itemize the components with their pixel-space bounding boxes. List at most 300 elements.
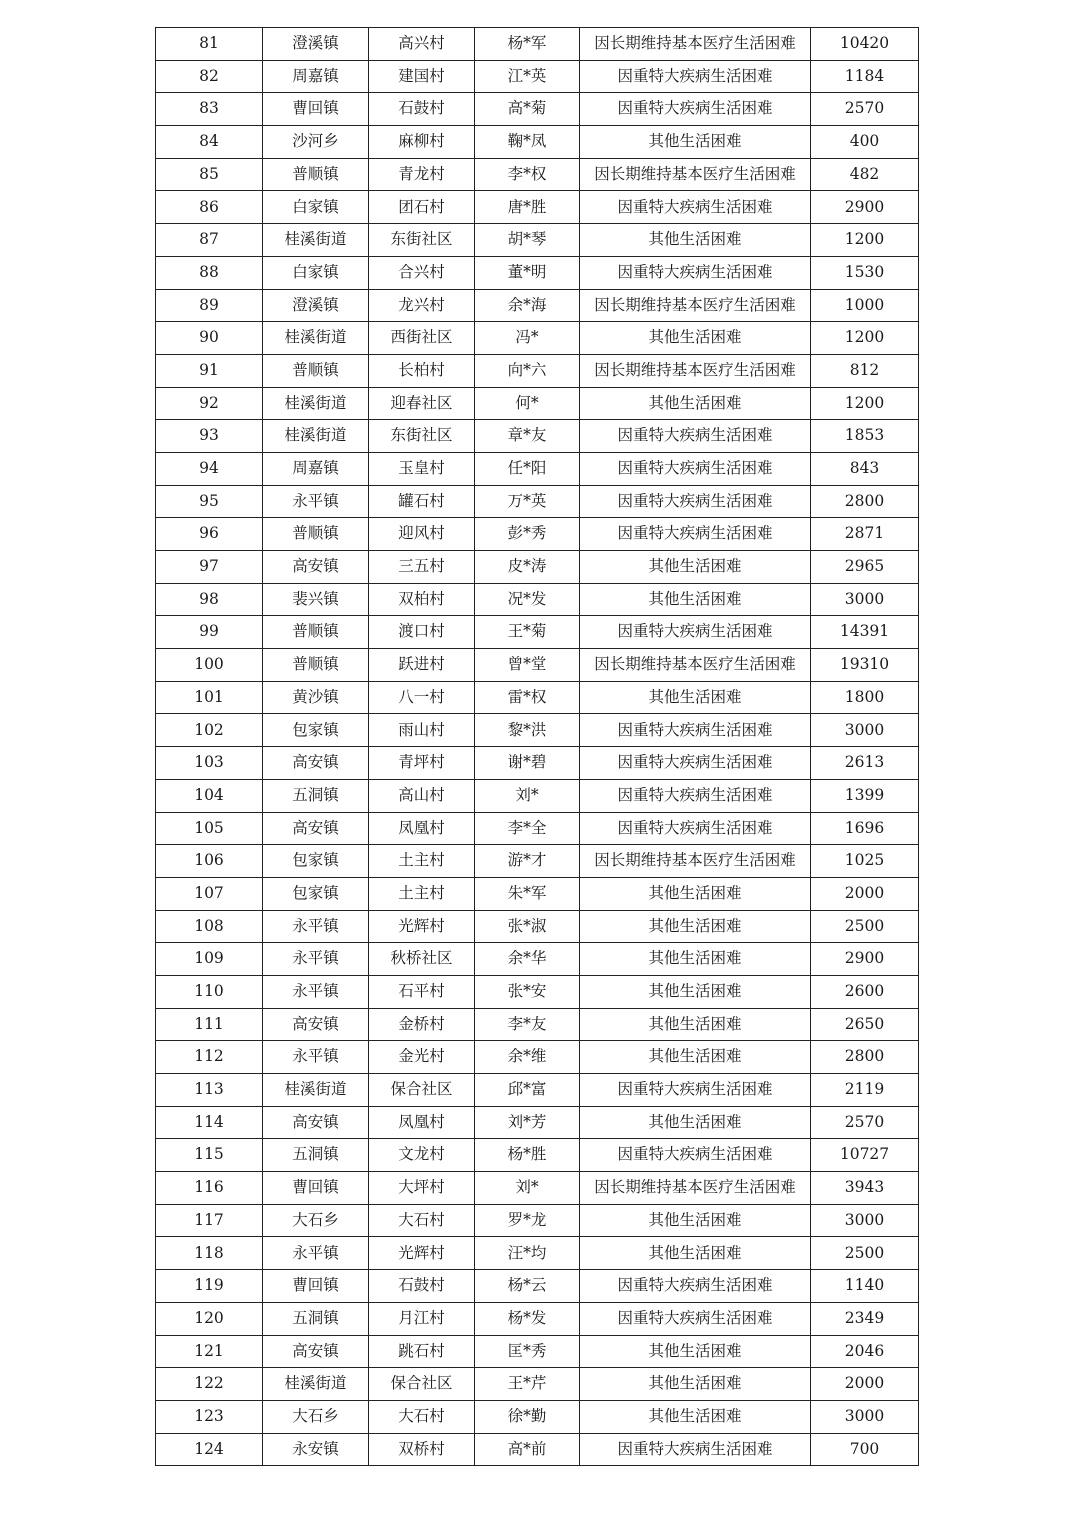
cell-hardship-reason: 其他生活困难 [580,975,811,1008]
cell-town: 高安镇 [263,747,369,780]
cell-person-name: 高*菊 [475,93,580,126]
cell-village: 秋桥社区 [369,943,475,976]
cell-person-name: 李*友 [475,1008,580,1041]
table-row [156,975,919,1008]
cell-amount: 3000 [811,1204,919,1237]
cell-person-name: 江*英 [475,60,580,93]
table-row [156,1041,919,1074]
cell-serial-number: 120 [156,1302,263,1335]
cell-amount: 3000 [811,1400,919,1433]
cell-serial-number: 99 [156,616,263,649]
cell-person-name: 冯* [475,322,580,355]
cell-village: 麻柳村 [369,126,475,159]
cell-village: 青坪村 [369,747,475,780]
cell-amount: 2000 [811,877,919,910]
cell-village: 玉皇村 [369,452,475,485]
cell-serial-number: 86 [156,191,263,224]
cell-serial-number: 103 [156,747,263,780]
cell-hardship-reason: 其他生活困难 [580,1106,811,1139]
cell-hardship-reason: 因重特大疾病生活困难 [580,191,811,224]
table-row [156,28,919,61]
cell-person-name: 匡*秀 [475,1335,580,1368]
cell-town: 包家镇 [263,845,369,878]
table-row [156,583,919,616]
cell-village: 石鼓村 [369,1270,475,1303]
table-row [156,420,919,453]
cell-amount: 1184 [811,60,919,93]
cell-village: 青龙村 [369,158,475,191]
cell-serial-number: 108 [156,910,263,943]
cell-person-name: 刘* [475,779,580,812]
cell-amount: 1200 [811,322,919,355]
cell-hardship-reason: 因重特大疾病生活困难 [580,420,811,453]
cell-amount: 2613 [811,747,919,780]
cell-village: 罐石村 [369,485,475,518]
cell-hardship-reason: 其他生活困难 [580,681,811,714]
cell-serial-number: 93 [156,420,263,453]
cell-village: 东街社区 [369,420,475,453]
cell-town: 永平镇 [263,1041,369,1074]
cell-person-name: 汪*均 [475,1237,580,1270]
cell-village: 土主村 [369,845,475,878]
cell-serial-number: 98 [156,583,263,616]
cell-village: 双桥村 [369,1433,475,1466]
cell-serial-number: 92 [156,387,263,420]
cell-village: 渡口村 [369,616,475,649]
cell-hardship-reason: 其他生活困难 [580,1335,811,1368]
cell-amount: 3943 [811,1172,919,1205]
cell-hardship-reason: 其他生活困难 [580,1400,811,1433]
cell-town: 永平镇 [263,975,369,1008]
cell-village: 凤凰村 [369,812,475,845]
cell-village: 西街社区 [369,322,475,355]
cell-person-name: 罗*龙 [475,1204,580,1237]
cell-person-name: 向*六 [475,354,580,387]
cell-hardship-reason: 因重特大疾病生活困难 [580,485,811,518]
cell-serial-number: 89 [156,289,263,322]
cell-town: 大石乡 [263,1400,369,1433]
cell-hardship-reason: 其他生活困难 [580,910,811,943]
cell-amount: 2900 [811,943,919,976]
cell-serial-number: 97 [156,551,263,584]
cell-serial-number: 115 [156,1139,263,1172]
table-row [156,60,919,93]
cell-hardship-reason: 因重特大疾病生活困难 [580,779,811,812]
cell-person-name: 谢*碧 [475,747,580,780]
cell-serial-number: 88 [156,256,263,289]
cell-serial-number: 83 [156,93,263,126]
cell-hardship-reason: 其他生活困难 [580,1204,811,1237]
cell-hardship-reason: 因重特大疾病生活困难 [580,1074,811,1107]
cell-serial-number: 84 [156,126,263,159]
table-row [156,877,919,910]
cell-town: 五洞镇 [263,779,369,812]
cell-person-name: 胡*琴 [475,224,580,257]
cell-town: 普顺镇 [263,616,369,649]
cell-person-name: 鞠*凤 [475,126,580,159]
cell-hardship-reason: 其他生活困难 [580,224,811,257]
table-row [156,681,919,714]
cell-amount: 10420 [811,28,919,61]
cell-person-name: 王*芹 [475,1368,580,1401]
table-row [156,1139,919,1172]
cell-serial-number: 116 [156,1172,263,1205]
cell-town: 白家镇 [263,256,369,289]
cell-amount: 3000 [811,714,919,747]
cell-serial-number: 113 [156,1074,263,1107]
cell-serial-number: 87 [156,224,263,257]
cell-village: 大石村 [369,1400,475,1433]
cell-serial-number: 94 [156,452,263,485]
cell-town: 桂溪街道 [263,1074,369,1107]
cell-village: 迎风村 [369,518,475,551]
cell-amount: 2046 [811,1335,919,1368]
cell-serial-number: 100 [156,649,263,682]
cell-amount: 2119 [811,1074,919,1107]
cell-town: 裴兴镇 [263,583,369,616]
cell-village: 石平村 [369,975,475,1008]
cell-village: 雨山村 [369,714,475,747]
table-row [156,1172,919,1205]
cell-serial-number: 96 [156,518,263,551]
cell-amount: 1025 [811,845,919,878]
cell-village: 高兴村 [369,28,475,61]
cell-village: 东街社区 [369,224,475,257]
cell-person-name: 唐*胜 [475,191,580,224]
cell-village: 高山村 [369,779,475,812]
table-row [156,322,919,355]
cell-town: 桂溪街道 [263,420,369,453]
cell-serial-number: 112 [156,1041,263,1074]
table-row [156,191,919,224]
cell-amount: 1200 [811,387,919,420]
cell-hardship-reason: 因长期维持基本医疗生活困难 [580,845,811,878]
cell-serial-number: 117 [156,1204,263,1237]
cell-hardship-reason: 其他生活困难 [580,551,811,584]
cell-amount: 1399 [811,779,919,812]
cell-serial-number: 109 [156,943,263,976]
cell-hardship-reason: 因重特大疾病生活困难 [580,93,811,126]
cell-person-name: 任*阳 [475,452,580,485]
cell-person-name: 万*英 [475,485,580,518]
cell-village: 土主村 [369,877,475,910]
cell-person-name: 雷*权 [475,681,580,714]
cell-village: 保合社区 [369,1074,475,1107]
cell-village: 金桥村 [369,1008,475,1041]
table-row [156,1302,919,1335]
cell-amount: 700 [811,1433,919,1466]
table-row [156,1270,919,1303]
cell-town: 包家镇 [263,877,369,910]
cell-town: 沙河乡 [263,126,369,159]
cell-serial-number: 82 [156,60,263,93]
cell-town: 永平镇 [263,943,369,976]
cell-town: 永平镇 [263,1237,369,1270]
cell-serial-number: 81 [156,28,263,61]
cell-town: 普顺镇 [263,518,369,551]
cell-village: 光辉村 [369,910,475,943]
table-row [156,747,919,780]
cell-hardship-reason: 因重特大疾病生活困难 [580,1270,811,1303]
cell-amount: 843 [811,452,919,485]
cell-town: 澄溪镇 [263,28,369,61]
table-row [156,158,919,191]
cell-village: 金光村 [369,1041,475,1074]
cell-town: 普顺镇 [263,649,369,682]
cell-hardship-reason: 其他生活困难 [580,387,811,420]
table-row [156,1106,919,1139]
cell-town: 高安镇 [263,1335,369,1368]
cell-person-name: 杨*军 [475,28,580,61]
cell-amount: 2800 [811,1041,919,1074]
cell-amount: 2000 [811,1368,919,1401]
cell-town: 大石乡 [263,1204,369,1237]
cell-town: 桂溪街道 [263,224,369,257]
cell-amount: 2650 [811,1008,919,1041]
cell-person-name: 章*友 [475,420,580,453]
cell-hardship-reason: 其他生活困难 [580,126,811,159]
cell-amount: 2349 [811,1302,919,1335]
cell-town: 曹回镇 [263,1270,369,1303]
cell-village: 八一村 [369,681,475,714]
cell-person-name: 徐*勤 [475,1400,580,1433]
cell-hardship-reason: 因长期维持基本医疗生活困难 [580,158,811,191]
table-row [156,943,919,976]
cell-person-name: 刘*芳 [475,1106,580,1139]
cell-village: 跳石村 [369,1335,475,1368]
cell-hardship-reason: 其他生活困难 [580,583,811,616]
cell-amount: 2871 [811,518,919,551]
table-row [156,1368,919,1401]
cell-town: 永平镇 [263,485,369,518]
cell-hardship-reason: 其他生活困难 [580,1368,811,1401]
cell-hardship-reason: 其他生活困难 [580,322,811,355]
cell-town: 永平镇 [263,910,369,943]
cell-person-name: 杨*云 [475,1270,580,1303]
cell-town: 普顺镇 [263,354,369,387]
cell-person-name: 刘* [475,1172,580,1205]
cell-amount: 2965 [811,551,919,584]
cell-amount: 10727 [811,1139,919,1172]
cell-serial-number: 90 [156,322,263,355]
table-row [156,126,919,159]
cell-town: 五洞镇 [263,1302,369,1335]
cell-serial-number: 85 [156,158,263,191]
cell-serial-number: 111 [156,1008,263,1041]
table-row [156,616,919,649]
cell-amount: 2500 [811,910,919,943]
cell-amount: 400 [811,126,919,159]
cell-town: 普顺镇 [263,158,369,191]
cell-amount: 1800 [811,681,919,714]
assistance-table [155,27,919,1466]
cell-hardship-reason: 因重特大疾病生活困难 [580,616,811,649]
cell-village: 大坪村 [369,1172,475,1205]
cell-person-name: 皮*涛 [475,551,580,584]
cell-amount: 1696 [811,812,919,845]
cell-person-name: 曾*堂 [475,649,580,682]
table-row [156,551,919,584]
cell-amount: 14391 [811,616,919,649]
cell-hardship-reason: 因重特大疾病生活困难 [580,518,811,551]
table-row [156,812,919,845]
table-row [156,387,919,420]
cell-hardship-reason: 因长期维持基本医疗生活困难 [580,649,811,682]
cell-amount: 482 [811,158,919,191]
cell-hardship-reason: 因重特大疾病生活困难 [580,812,811,845]
cell-town: 高安镇 [263,551,369,584]
cell-person-name: 余*维 [475,1041,580,1074]
cell-hardship-reason: 其他生活困难 [580,1237,811,1270]
cell-hardship-reason: 因重特大疾病生活困难 [580,1433,811,1466]
table-row [156,649,919,682]
cell-serial-number: 106 [156,845,263,878]
cell-hardship-reason: 因重特大疾病生活困难 [580,60,811,93]
cell-town: 永安镇 [263,1433,369,1466]
cell-town: 高安镇 [263,1008,369,1041]
cell-serial-number: 119 [156,1270,263,1303]
cell-serial-number: 104 [156,779,263,812]
cell-person-name: 黎*洪 [475,714,580,747]
cell-serial-number: 124 [156,1433,263,1466]
cell-town: 五洞镇 [263,1139,369,1172]
cell-person-name: 杨*胜 [475,1139,580,1172]
cell-village: 团石村 [369,191,475,224]
cell-town: 高安镇 [263,812,369,845]
cell-hardship-reason: 因重特大疾病生活困难 [580,1139,811,1172]
cell-hardship-reason: 因重特大疾病生活困难 [580,256,811,289]
cell-person-name: 张*淑 [475,910,580,943]
cell-amount: 3000 [811,583,919,616]
cell-village: 合兴村 [369,256,475,289]
cell-hardship-reason: 因重特大疾病生活困难 [580,1302,811,1335]
cell-amount: 1140 [811,1270,919,1303]
cell-town: 桂溪街道 [263,322,369,355]
cell-person-name: 余*华 [475,943,580,976]
cell-serial-number: 105 [156,812,263,845]
cell-hardship-reason: 因重特大疾病生活困难 [580,714,811,747]
cell-village: 三五村 [369,551,475,584]
cell-hardship-reason: 其他生活困难 [580,943,811,976]
cell-hardship-reason: 因长期维持基本医疗生活困难 [580,28,811,61]
cell-person-name: 高*前 [475,1433,580,1466]
cell-village: 双柏村 [369,583,475,616]
table-row [156,714,919,747]
cell-serial-number: 110 [156,975,263,1008]
cell-person-name: 王*菊 [475,616,580,649]
cell-amount: 2500 [811,1237,919,1270]
table-row [156,518,919,551]
cell-hardship-reason: 因长期维持基本医疗生活困难 [580,354,811,387]
cell-village: 文龙村 [369,1139,475,1172]
cell-town: 桂溪街道 [263,1368,369,1401]
cell-person-name: 彭*秀 [475,518,580,551]
cell-village: 保合社区 [369,1368,475,1401]
table-row [156,910,919,943]
cell-person-name: 何* [475,387,580,420]
cell-person-name: 李*权 [475,158,580,191]
cell-village: 月江村 [369,1302,475,1335]
table-row [156,1008,919,1041]
cell-serial-number: 121 [156,1335,263,1368]
cell-hardship-reason: 其他生活困难 [580,1041,811,1074]
cell-hardship-reason: 因重特大疾病生活困难 [580,747,811,780]
cell-person-name: 杨*发 [475,1302,580,1335]
cell-person-name: 张*安 [475,975,580,1008]
cell-amount: 1853 [811,420,919,453]
cell-person-name: 游*才 [475,845,580,878]
cell-village: 光辉村 [369,1237,475,1270]
cell-town: 白家镇 [263,191,369,224]
cell-village: 建国村 [369,60,475,93]
cell-hardship-reason: 因重特大疾病生活困难 [580,452,811,485]
table-row [156,452,919,485]
cell-village: 跃进村 [369,649,475,682]
cell-serial-number: 95 [156,485,263,518]
cell-hardship-reason: 其他生活困难 [580,1008,811,1041]
cell-village: 石鼓村 [369,93,475,126]
table-row [156,1335,919,1368]
cell-town: 包家镇 [263,714,369,747]
table-row [156,289,919,322]
cell-amount: 2800 [811,485,919,518]
cell-serial-number: 122 [156,1368,263,1401]
cell-hardship-reason: 因长期维持基本医疗生活困难 [580,1172,811,1205]
table-row [156,1400,919,1433]
cell-village: 凤凰村 [369,1106,475,1139]
cell-amount: 2600 [811,975,919,1008]
cell-person-name: 董*明 [475,256,580,289]
cell-person-name: 李*全 [475,812,580,845]
cell-amount: 19310 [811,649,919,682]
cell-town: 桂溪街道 [263,387,369,420]
table-row [156,845,919,878]
cell-person-name: 朱*军 [475,877,580,910]
table-row [156,93,919,126]
cell-village: 龙兴村 [369,289,475,322]
cell-village: 大石村 [369,1204,475,1237]
cell-amount: 1200 [811,224,919,257]
cell-village: 迎春社区 [369,387,475,420]
cell-hardship-reason: 因长期维持基本医疗生活困难 [580,289,811,322]
cell-amount: 2900 [811,191,919,224]
cell-town: 黄沙镇 [263,681,369,714]
table-row [156,779,919,812]
cell-amount: 1530 [811,256,919,289]
cell-serial-number: 123 [156,1400,263,1433]
table-row [156,1074,919,1107]
table-row [156,256,919,289]
cell-village: 长柏村 [369,354,475,387]
cell-serial-number: 118 [156,1237,263,1270]
cell-town: 澄溪镇 [263,289,369,322]
cell-serial-number: 107 [156,877,263,910]
cell-person-name: 余*海 [475,289,580,322]
cell-serial-number: 101 [156,681,263,714]
table-row [156,1237,919,1270]
cell-town: 曹回镇 [263,93,369,126]
cell-amount: 2570 [811,93,919,126]
cell-person-name: 况*发 [475,583,580,616]
table-row [156,1204,919,1237]
cell-amount: 812 [811,354,919,387]
cell-hardship-reason: 其他生活困难 [580,877,811,910]
table-row [156,485,919,518]
cell-town: 周嘉镇 [263,452,369,485]
cell-amount: 2570 [811,1106,919,1139]
table-row [156,224,919,257]
cell-town: 周嘉镇 [263,60,369,93]
